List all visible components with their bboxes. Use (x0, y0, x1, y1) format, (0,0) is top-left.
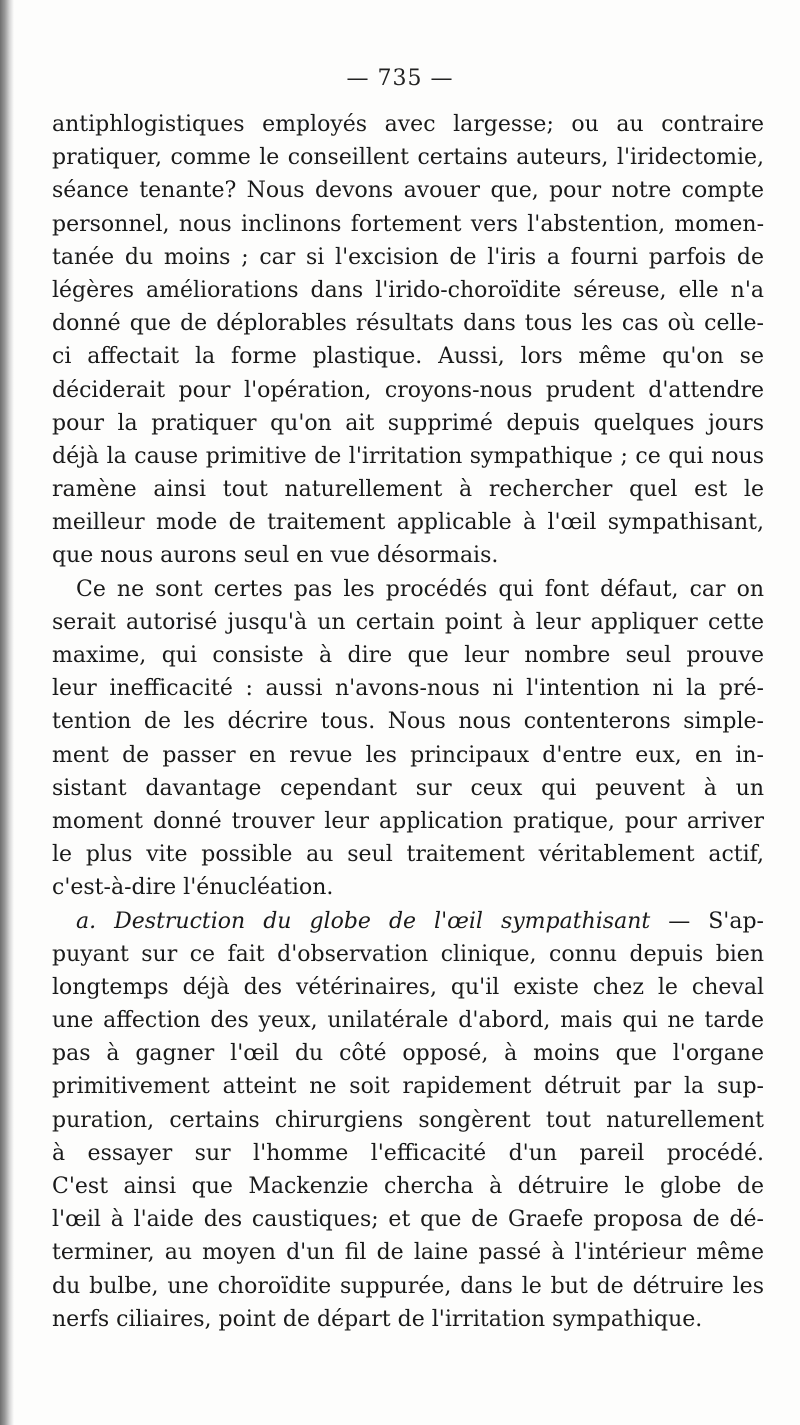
page-binding-shadow (0, 0, 14, 1425)
text-line: le plus vite possible au seul traitement véritablement actif, (52, 842, 764, 868)
text-line: ramène ainsi tout naturellement à rechercher quel est le (52, 477, 764, 503)
text-line: pratiquer, comme le conseillent certains auteurs, l'iridectomie, (52, 145, 764, 171)
text-line: antiphlogistiques employés avec largesse; ou au contraire (52, 112, 764, 137)
text-line: que nous aurons seul en vue désormais. (52, 543, 499, 569)
text-line: terminer, au moyen d'un fil de laine passé à l'intérieur même (52, 1240, 764, 1266)
text-line: donné que de déplorables résultats dans tous les cas où celle- (52, 311, 764, 337)
text-line: serait autorisé jusqu'à un certain point à leur appliquer cette (52, 609, 764, 635)
text-line: tention de les décrire tous. Nous nous contenterons simple- (52, 709, 764, 735)
text-line: primitivement atteint ne soit rapidement détruit par la sup- (52, 1074, 764, 1100)
text-line: une affection des yeux, unilatérale d'abord, mais qui ne tarde (52, 1008, 764, 1034)
text-line: déjà la cause primitive de l'irritation sympathique ; ce qui nous (52, 443, 764, 469)
body-text (52, 108, 764, 1336)
text-line: meilleur mode de traitement applicable à l'œil sympathisant, (52, 510, 764, 536)
text-line: tanée du moins ; car si l'excision de l'iris a fourni parfois de (52, 244, 764, 270)
text-line: sistant davantage cependant sur ceux qui peuvent à un (52, 775, 764, 801)
text-line: c'est-à-dire l'énucléation. (52, 875, 334, 901)
text-line: à essayer sur l'homme l'efficacité d'un pareil procédé. (52, 1140, 764, 1166)
section-heading-rest: — S'ap- (650, 908, 764, 934)
page-number: — 735 — (346, 66, 454, 91)
text-line: maxime, qui consiste à dire que leur nombre seul prouve (52, 643, 764, 668)
text-line: ci affectait la forme plastique. Aussi, lors même qu'on se (52, 344, 764, 370)
text-line: longtemps déjà des vétérinaires, qu'il existe chez le cheval (52, 974, 764, 1000)
text-line: du bulbe, une choroïdite suppurée, dans le but de détruire les (52, 1273, 764, 1299)
section-heading-line (52, 905, 764, 938)
text-line: personnel, nous inclinons fortement vers l'abstention, momen- (52, 211, 764, 237)
text-line: nerfs ciliaires, point de départ de l'irritation sympathique. (52, 1306, 703, 1332)
text-line: puration, certains chirurgiens songèrent tout naturellement (52, 1107, 764, 1133)
text-line: moment donné trouver leur application pratique, pour arriver (52, 808, 764, 834)
text-line: puyant sur ce fait d'observation clinique, connu depuis bien (52, 941, 764, 967)
text-line: pas à gagner l'œil du côté opposé, à moins que l'organe (52, 1041, 764, 1067)
text-line: pour la pratiquer qu'on ait supprimé depuis quelques jours (52, 410, 764, 436)
text-line: déciderait pour l'opération, croyons-nous prudent d'attendre (52, 377, 764, 403)
text-line: séance tenante? Nous devons avouer que, pour notre compte (52, 178, 764, 204)
section-heading: a. Destruction du globe de l'œil sympathisant (76, 908, 651, 934)
text-line: C'est ainsi que Mackenzie chercha à détruire le globe de (52, 1174, 764, 1199)
text-line: ment de passer en revue les principaux d'entre eux, en in- (52, 742, 764, 768)
text-line: légères améliorations dans l'irido-choroïdite séreuse, elle n'a (52, 277, 764, 303)
text-line: leur inefficacité : aussi n'avons-nous ni l'intention ni la pré- (52, 676, 764, 702)
text-line: l'œil à l'aide des caustiques; et que de Graefe proposa de dé- (52, 1207, 764, 1233)
text-line: Ce ne sont certes pas les procédés qui font défaut, car on (76, 576, 764, 602)
